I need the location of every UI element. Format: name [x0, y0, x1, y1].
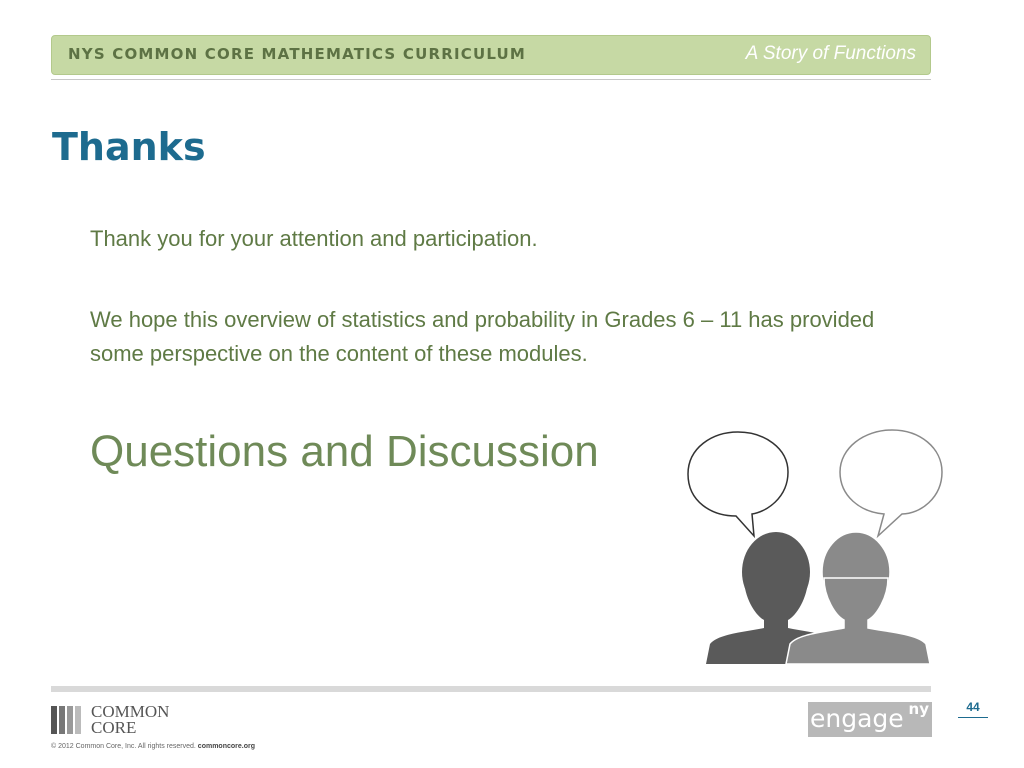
common-core-logo: [51, 704, 191, 736]
engage-logo-text: engage: [810, 704, 904, 733]
page-number: 44: [966, 700, 980, 714]
logo-line-common: COMMON: [91, 702, 170, 721]
overview-paragraph: We hope this overview of statistics and probability in Grades 6 – 11 has provided some perspective on the content of these modules.: [90, 307, 875, 366]
right-speech-bubble: [840, 430, 942, 536]
engage-logo-ny: ny: [908, 700, 929, 718]
header-divider: [51, 79, 931, 80]
header-bar: [51, 35, 931, 75]
curriculum-subtitle: A Story of Functions: [745, 43, 916, 64]
footer-divider: [51, 686, 931, 692]
common-core-bars-icon: [51, 706, 85, 734]
questions-heading: Questions and Discussion: [90, 427, 599, 476]
slide-title: Thanks: [52, 125, 206, 169]
curriculum-title: NYS COMMON CORE MATHEMATICS CURRICULUM: [68, 45, 527, 63]
logo-line-core: CORE: [91, 718, 137, 737]
two-people-speech-bubbles-icon: [684, 428, 946, 668]
commoncore-link[interactable]: commoncore.org: [197, 743, 255, 750]
engageny-logo: [808, 702, 932, 737]
copyright-notice: [51, 743, 255, 750]
page-number-underline: [958, 717, 988, 718]
thanks-paragraph: Thank you for your attention and participation.: [90, 226, 538, 251]
left-speech-bubble: [688, 432, 788, 536]
copyright-text: © 2012 Common Core, Inc. All rights reserved.: [51, 743, 196, 750]
light-person-silhouette: [786, 532, 930, 664]
